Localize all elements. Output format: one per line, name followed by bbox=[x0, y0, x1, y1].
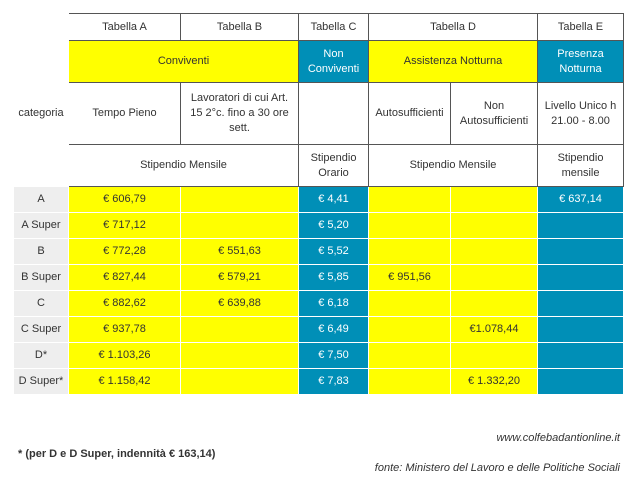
header-tabella-d: Tabella D bbox=[369, 14, 538, 41]
cell-tabella-a: € 717,12 bbox=[69, 213, 181, 239]
cell-tabella-b: € 551,63 bbox=[181, 239, 299, 265]
cell-tabella-c: € 6,18 bbox=[299, 291, 369, 317]
cell-tabella-b bbox=[181, 187, 299, 213]
cell-tabella-c: € 7,50 bbox=[299, 343, 369, 369]
cell-tabella-b: € 639,88 bbox=[181, 291, 299, 317]
cell-tabella-d-non-auto: €1.078,44 bbox=[451, 317, 538, 343]
cell-tabella-e bbox=[538, 239, 624, 265]
cell-tabella-e bbox=[538, 291, 624, 317]
cell-tabella-c: € 7,83 bbox=[299, 369, 369, 395]
cell-category: C Super bbox=[14, 317, 69, 343]
cell-category: A Super bbox=[14, 213, 69, 239]
group-assistenza-notturna: Assistenza Notturna bbox=[369, 41, 538, 83]
cell-tabella-a: € 1.103,26 bbox=[69, 343, 181, 369]
cell-category: B Super bbox=[14, 265, 69, 291]
cell-category: B bbox=[14, 239, 69, 265]
group-presenza-notturna: Presenza Notturna bbox=[538, 41, 624, 83]
cell-tabella-c: € 5,52 bbox=[299, 239, 369, 265]
pay-label-mensile-e: Stipendio mensile bbox=[538, 145, 624, 187]
subheader-lavoratori: Lavoratori di cui Art. 15 2°c. fino a 30 ore sett. bbox=[181, 83, 299, 145]
cell-tabella-a: € 772,28 bbox=[69, 239, 181, 265]
cell-tabella-e bbox=[538, 343, 624, 369]
table-row bbox=[14, 369, 624, 395]
table-row bbox=[14, 265, 624, 291]
subheader-non-autosufficienti: Non Autosufficienti bbox=[451, 83, 538, 145]
subheader-autosufficienti: Autosufficienti bbox=[369, 83, 451, 145]
table-row bbox=[14, 291, 624, 317]
cell-tabella-c: € 5,85 bbox=[299, 265, 369, 291]
cell-tabella-b: € 579,21 bbox=[181, 265, 299, 291]
cell-tabella-a: € 606,79 bbox=[69, 187, 181, 213]
cell-tabella-a: € 1.158,42 bbox=[69, 369, 181, 395]
cell-tabella-a: € 882,62 bbox=[69, 291, 181, 317]
cell-tabella-e bbox=[538, 369, 624, 395]
subheader-empty-c bbox=[299, 83, 369, 145]
cell-tabella-c: € 6,49 bbox=[299, 317, 369, 343]
cell-tabella-d-non-auto bbox=[451, 187, 538, 213]
pay-label-mensile-ab: Stipendio Mensile bbox=[69, 145, 299, 187]
cell-category: A bbox=[14, 187, 69, 213]
cell-tabella-b bbox=[181, 343, 299, 369]
cell-tabella-c: € 4,41 bbox=[299, 187, 369, 213]
table-row bbox=[14, 213, 624, 239]
table-row bbox=[14, 239, 624, 265]
subheader-tempo-pieno: Tempo Pieno bbox=[69, 83, 181, 145]
cell-category: D* bbox=[14, 343, 69, 369]
cell-tabella-d-auto: € 951,56 bbox=[369, 265, 451, 291]
cell-tabella-d-non-auto bbox=[451, 343, 538, 369]
table-row bbox=[14, 317, 624, 343]
group-conviventi: Conviventi bbox=[69, 41, 299, 83]
pay-label-mensile-d: Stipendio Mensile bbox=[369, 145, 538, 187]
table-row bbox=[14, 343, 624, 369]
table-row bbox=[14, 187, 624, 213]
cell-tabella-e bbox=[538, 265, 624, 291]
cell-category: C bbox=[14, 291, 69, 317]
footnote: * (per D e D Super, indennità € 163,14) bbox=[18, 448, 216, 460]
site-url: www.colfebadantionline.it bbox=[496, 432, 620, 444]
source-note: fonte: Ministero del Lavoro e delle Politiche Sociali bbox=[374, 462, 620, 474]
header-tabella-a: Tabella A bbox=[69, 14, 181, 41]
category-label: categoria bbox=[14, 41, 69, 187]
cell-tabella-e bbox=[538, 213, 624, 239]
cell-tabella-d-auto bbox=[369, 291, 451, 317]
cell-tabella-d-auto bbox=[369, 317, 451, 343]
cell-tabella-d-auto bbox=[369, 239, 451, 265]
subheader-livello-unico: Livello Unico h 21.00 - 8.00 bbox=[538, 83, 624, 145]
group-non-conviventi: Non Conviventi bbox=[299, 41, 369, 83]
cell-tabella-d-non-auto bbox=[451, 239, 538, 265]
cell-tabella-a: € 827,44 bbox=[69, 265, 181, 291]
header-tabella-e: Tabella E bbox=[538, 14, 624, 41]
cell-tabella-e bbox=[538, 317, 624, 343]
empty-corner bbox=[14, 14, 69, 41]
cell-category: D Super* bbox=[14, 369, 69, 395]
salary-table bbox=[13, 13, 624, 395]
pay-label-orario-c: Stipendio Orario bbox=[299, 145, 369, 187]
cell-tabella-a: € 937,78 bbox=[69, 317, 181, 343]
cell-tabella-d-auto bbox=[369, 369, 451, 395]
cell-tabella-c: € 5,20 bbox=[299, 213, 369, 239]
cell-tabella-d-auto bbox=[369, 213, 451, 239]
cell-tabella-d-auto bbox=[369, 343, 451, 369]
header-tabella-c: Tabella C bbox=[299, 14, 369, 41]
cell-tabella-d-non-auto bbox=[451, 291, 538, 317]
header-tabella-b: Tabella B bbox=[181, 14, 299, 41]
cell-tabella-d-auto bbox=[369, 187, 451, 213]
cell-tabella-b bbox=[181, 369, 299, 395]
cell-tabella-b bbox=[181, 213, 299, 239]
cell-tabella-d-non-auto bbox=[451, 265, 538, 291]
cell-tabella-d-non-auto bbox=[451, 213, 538, 239]
cell-tabella-b bbox=[181, 317, 299, 343]
cell-tabella-e: € 637,14 bbox=[538, 187, 624, 213]
cell-tabella-d-non-auto: € 1.332,20 bbox=[451, 369, 538, 395]
